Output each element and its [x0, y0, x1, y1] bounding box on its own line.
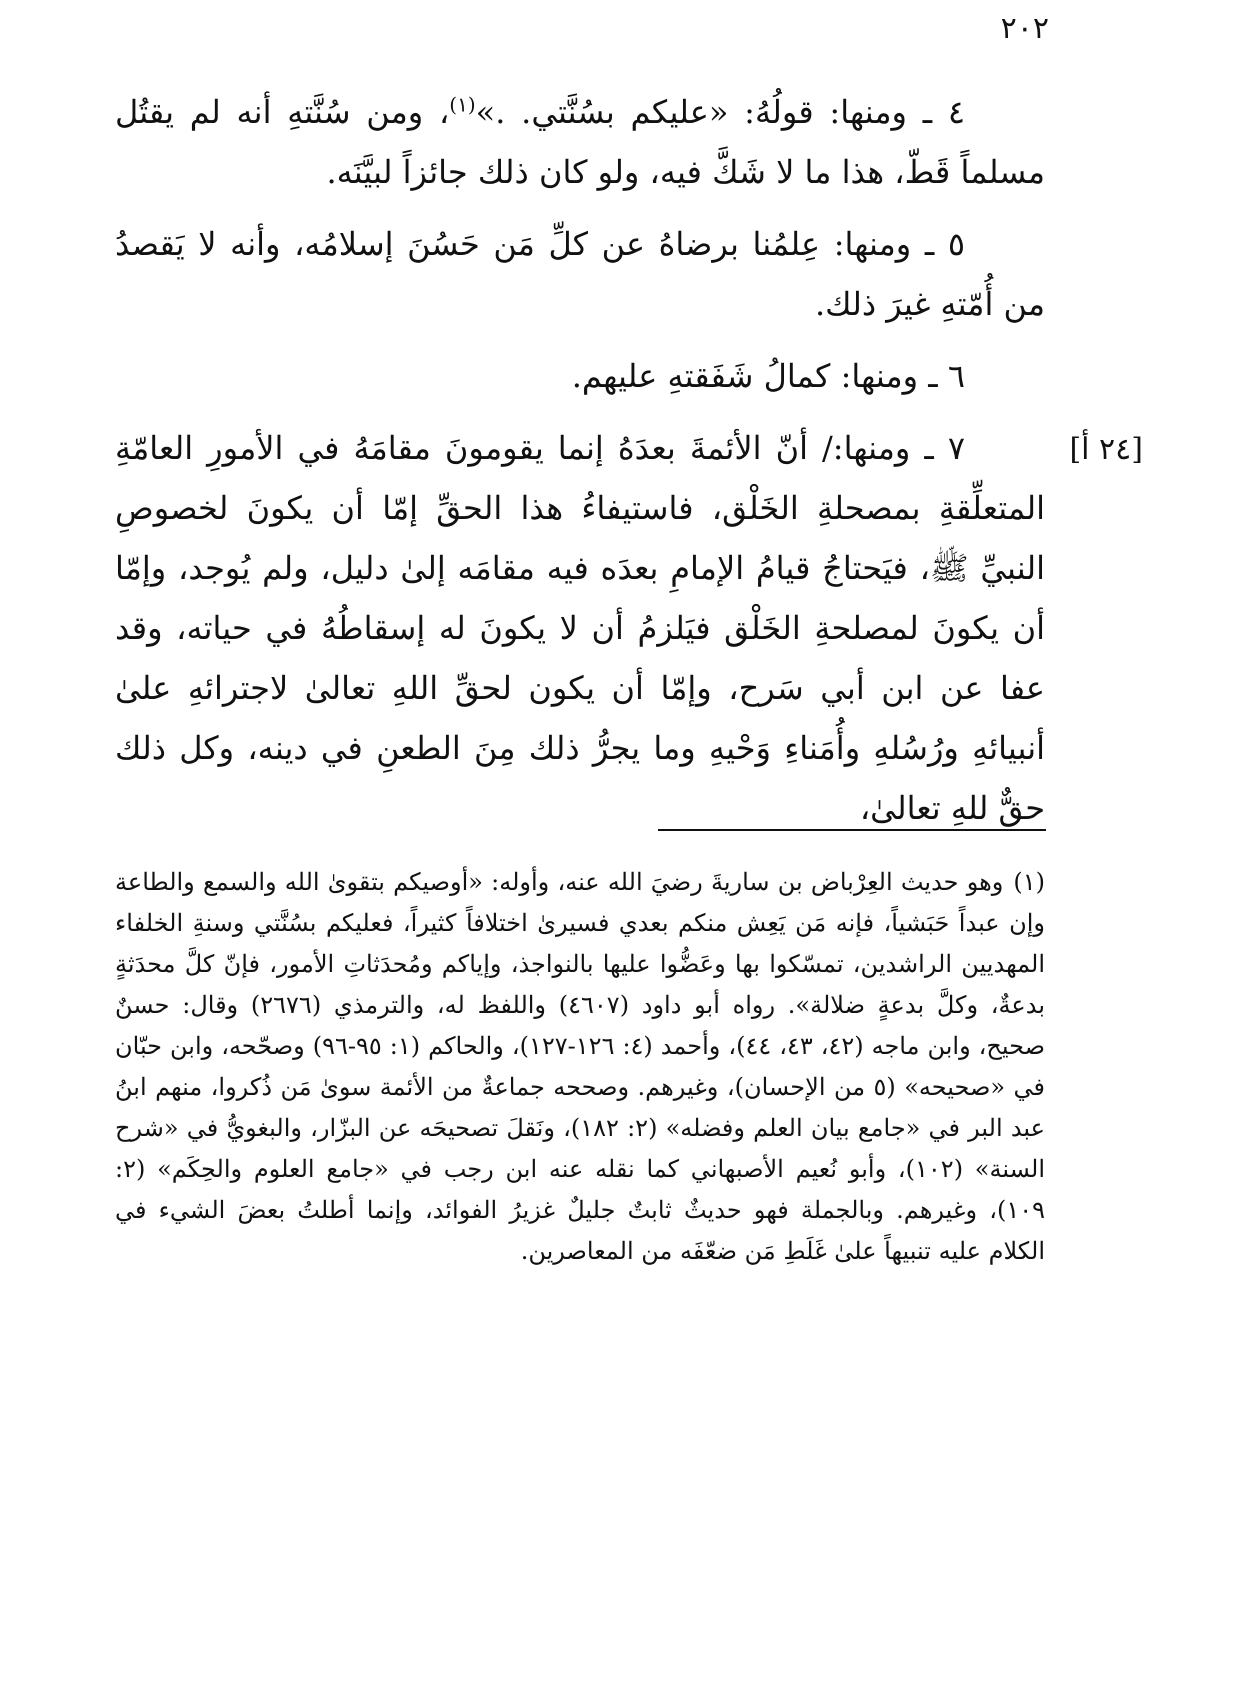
footnote-text: وهو حديث العِرْباض بن ساريةَ رضيَ الله عنه، وأوله: «أوصيكم بتقوىٰ الله والسمع والطاعة وإن عبداً حَبَشياً، فإنه مَن يَعِش منكم بعدي فسيرىٰ اختلافاً كثيراً، فعليكم بسُنَّتي وسنةِ الخلفاء المهديين الراشدين، تمسّكوا بها وعَضُّوا عليها بالنواجذ، وإياكم ومُحدَثاتِ الأمور، فإنّ كلَّ محدَثةٍ بدعةٌ، وكلَّ بدعةٍ ضلالة». رواه أبو داود (٤٦٠٧) واللفظ له، والترمذي (٢٦٧٦) وقال: حسنٌ صحيح، وابن ماجه (٤٢، ٤٣، ٤٤)، وأحمد (٤: ١٢٦-١٢٧)، والحاكم (١: ٩٥-٩٦) وصحّحه، وابن حبّان في «صحيحه» (٥ من الإحسان)، وغيرهم. وصححه جماعةٌ من الأئمة سوىٰ مَن ذُكروا، منهم ابنُ عبد البر في «جامع بيان العلم وفضله» (٢: ١٨٢)، ونَقلَ تصحيحَه عن البزّار، والبغويُّ في «شرح السنة» (١٠٢)، وأبو نُعيم الأصبهاني كما نقله عنه ابن رجب في «جامع العلوم والحِكَم» (٢: ١٠٩)، وغيرهم. وبالجملة فهو حديثٌ ثابتٌ جليلٌ غزيرُ الفوائد، وإنما أطلتُ بعضَ الشيء في الكلام عليه تنبيهاً علىٰ غَلَطِ مَن ضعّفَه من المعاصرين.	[115, 868, 1046, 1265]
paragraph-6: ٦ ـ ومنها: كمالُ شَفَقتهِ عليهم.	[571, 357, 965, 395]
footnote-1	[115, 862, 1045, 1272]
paragraph-7: ٧ ـ ومنها:/ أنّ الأئمةَ بعدَهُ إنما يقومونَ مقامَهُ في الأمورِ العامّةِ المتعلِّقةِ بمصحلةِ الخَلْق، فاستيفاءُ هذا الحقِّ إمّا أن يكونَ لخصوصِ النبيِّ ﷺ، فيَحتاجُ قيامُ الإمامِ بعدَه فيه مقامَه إلىٰ دليل، ولم يُوجد، وإمّا أن يكونَ لمصلحةِ الخَلْق فيَلزمُ أن لا يكونَ له إسقاطُهُ في حياته، وقد عفا عن ابن أبي سَرح، وإمّا أن يكون لحقِّ اللهِ تعالىٰ لاجترائهِ علىٰ أنبيائهِ ورُسُلهِ وأُمَناءِ وَحْيهِ وما يجرُّ ذلك مِنَ الطعنِ في دينه، وكل ذلك حقٌّ للهِ تعالىٰ،	[115, 429, 1045, 827]
folio-marker: [٢٤ أ]	[1069, 432, 1143, 467]
footnote-divider	[658, 829, 1046, 831]
footnote-number: (١)	[1013, 868, 1045, 896]
main-text	[115, 82, 1045, 838]
footnote-reference[interactable]: (١)	[449, 92, 476, 117]
paragraph-5: ٥ ـ ومنها: عِلمُنا برضاهُ عن كلِّ مَن حَسُنَ إسلامُه، وأنه لا يَقصدُ من أُمّتهِ غيرَ ذلك.	[115, 225, 1045, 323]
page-number: ٢٠٢	[1000, 11, 1049, 46]
paragraph-4-before: ٤ ـ ومنها: قولُهُ: «عليكم بسُنَّتي. .»	[475, 93, 966, 131]
paragraph-4-after: ، ومن سُنَّتهِ أنه لم يقتُل مسلماً قَطّ، هذا ما لا شَكَّ فيه، ولو كان ذلك جائزاً لبيَّنَه.	[115, 93, 1045, 191]
paragraph-4	[115, 82, 1045, 202]
